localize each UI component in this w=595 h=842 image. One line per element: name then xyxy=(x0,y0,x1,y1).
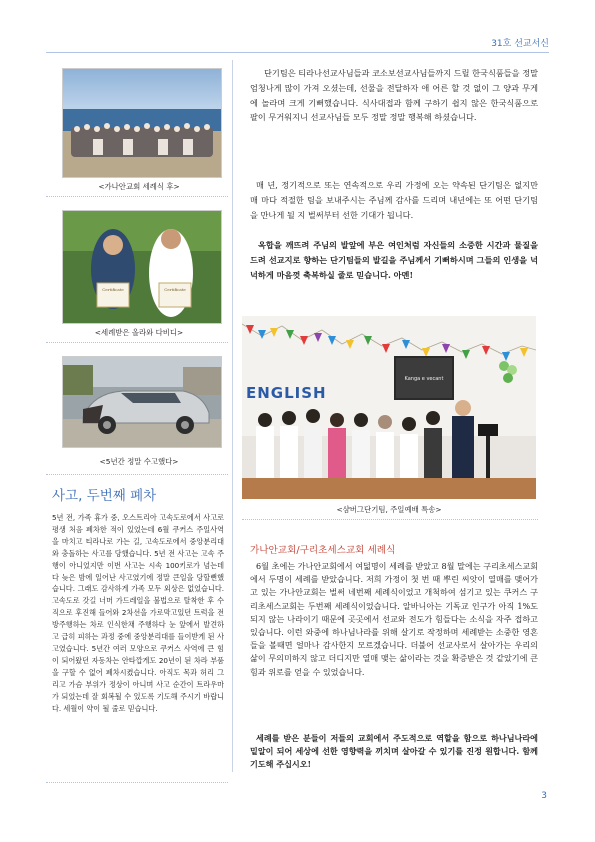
short-term-team-paragraph: 단기팀은 티라나선교사님들과 코소보선교사님들까지 드릴 한국식품들을 정말 엄청나게 많이 가져 오셨는데, 선물을 전달하자 애 어른 할 것 없이 그 양과 무게에 놀라며 크게 기뻐했습니다. 식사대접과 함께 구하기 쉽지 않은 한국식품으로 팔이 무거워지니 선교사님들 모두 정말 정말 행복해 하셨습니다. xyxy=(250,68,539,123)
header-rule xyxy=(46,52,549,53)
certificate-text: Certificate xyxy=(164,287,186,292)
page-number: 3 xyxy=(541,791,547,801)
team-expectation-paragraph: 매 년, 정기적으로 또는 연속적으로 우리 가정에 오는 약속된 단기팀은 없지만 매 마다 적절한 팀을 보내주시는 주님께 감사를 드리며 내년에는 또 어떤 단기팀을 만나게 될 지 벌써부터 선한 기대가 됩니다. xyxy=(250,180,538,220)
photo-caption: <가나안교회 세례식 후> xyxy=(98,182,180,191)
wrecked-car-photo xyxy=(62,356,222,448)
dotted-divider xyxy=(46,474,228,475)
column-divider xyxy=(232,60,233,772)
photo-caption: <세례받은 올라와 다비디> xyxy=(94,328,184,337)
issue-header: 31호 선교서신 xyxy=(491,39,549,49)
baptized-couple-photo xyxy=(62,210,222,324)
accident-body-text: 5년 전, 가족 휴가 중, 오스트리아 고속도로에서 사고로 평생 처음 폐차한 적이 있었는데 6월 쿠커스 주일사역을 마치고 티라나로 가는 길, 고속도로에서 중앙분리대와 충돌하는 사고를 당했습니다. 5년 전 사고는 고속 주행이 아니었지만 이번 사고는 시속 100키로가 넘는데다 늦은 밤에 일어난 사고였기에 정말 큰일을 당할뻔했습니다. 그래도 감사하게 가족 모두 외상은 없었습니다. 고속도로 갓길 너머 가드레일을 불법으로 탈착한 후 수직으로 후진해 들어와 2차선을 가로막고있던 트럭을 전방주행하는 차로 인식한채 주행하다 눈 앞에서 발견하고 급히 피하는 과정 중에 중앙분리대를 들이받게 된 사고였습니다. 5년간 여러 모양으로 쿠커스 사역에 큰 힘이 되어왔던 자동차는 안타깝게도 20년이 된 차라 부품을 구할 수 없어 폐차시켰습니다. 아직도 목과 허리 그리고 가슴 부위가 정상이 아니며 사고 순간이 트라우마가 되었는데 잘 회복될 수 있도록 기도해 주시기 바랍니다. 세월이 약이 될 줄로 믿습니다. xyxy=(52,513,224,713)
english-banner-text: ENGLISH xyxy=(246,384,327,402)
dotted-divider xyxy=(46,782,228,783)
dotted-divider xyxy=(46,196,228,197)
worship-special-song-photo xyxy=(242,316,536,499)
photo-caption: <샴버그단기팀, 주일예배 특송> xyxy=(336,505,442,514)
baptism-body-text: 6월 초에는 가나안교회에서 여덟명이 세례를 받았고 8월 말에는 구리초세스교회에서 두명이 세례를 받았습니다. 저희 가정이 첫 번 때 뿌린 씨앗이 열매를 맺어가고 있는 가나안교회는 벌써 네번째 세례식이었고 개척하여 섬기고 있는 쿠커스 구리초세스교회는 두번째 세례식이었습니다. 알바니아는 기독교 인구가 아직 1%도 되지 않는 나라이기 때문에 곳곳에서 선교와 전도가 힘들다는 소식을 자주 접하고 있습니다. 이런 와중에 하나님나라를 위해 살기로 작정하며 세례받는 소중한 영혼들을 볼때면 얼마나 감사한지 모르겠습니다. 더불어 선교사로서 살아가는 우리의 삶이 무의미하지 않고 더디지만 열매 맺는 삶이라는 것을 확증받은 것 같았기에 큰 힘과 위로를 얻을 수 있었습니다. xyxy=(250,561,538,677)
baptism-group-photo xyxy=(62,68,222,178)
blessing-paragraph: 옥합을 깨뜨려 주님의 발앞에 부은 여인처럼 자신들의 소중한 시간과 물질을 드려 선교지로 향하는 단기팀들의 발길을 주님께서 기뻐하시며 그들의 인생을 넉넉하게 마음껏 축복하실 줄로 믿습니다. 아멘! xyxy=(250,240,538,280)
certificate-text: Certificate xyxy=(102,287,124,292)
baptism-section-title: 가나안교회/구리초세스교회 세례식 xyxy=(250,545,396,556)
projector-screen-text: Kanga e vecant xyxy=(404,376,444,382)
dotted-divider xyxy=(242,519,538,520)
prayer-request-paragraph: 세례를 받은 분들이 저들의 교회에서 주도적으로 역할을 함으로 하나님나라에 밑알이 되어 세상에 선한 영향력을 끼치며 살아갈 수 있기를 진정 원합니다. 함께 기도해 주십시오! xyxy=(250,733,538,770)
photo-caption: <5년간 정말 수고했다> xyxy=(99,457,179,466)
dotted-divider xyxy=(46,342,228,343)
accident-section-title: 사고, 두번째 폐차 xyxy=(52,488,157,504)
